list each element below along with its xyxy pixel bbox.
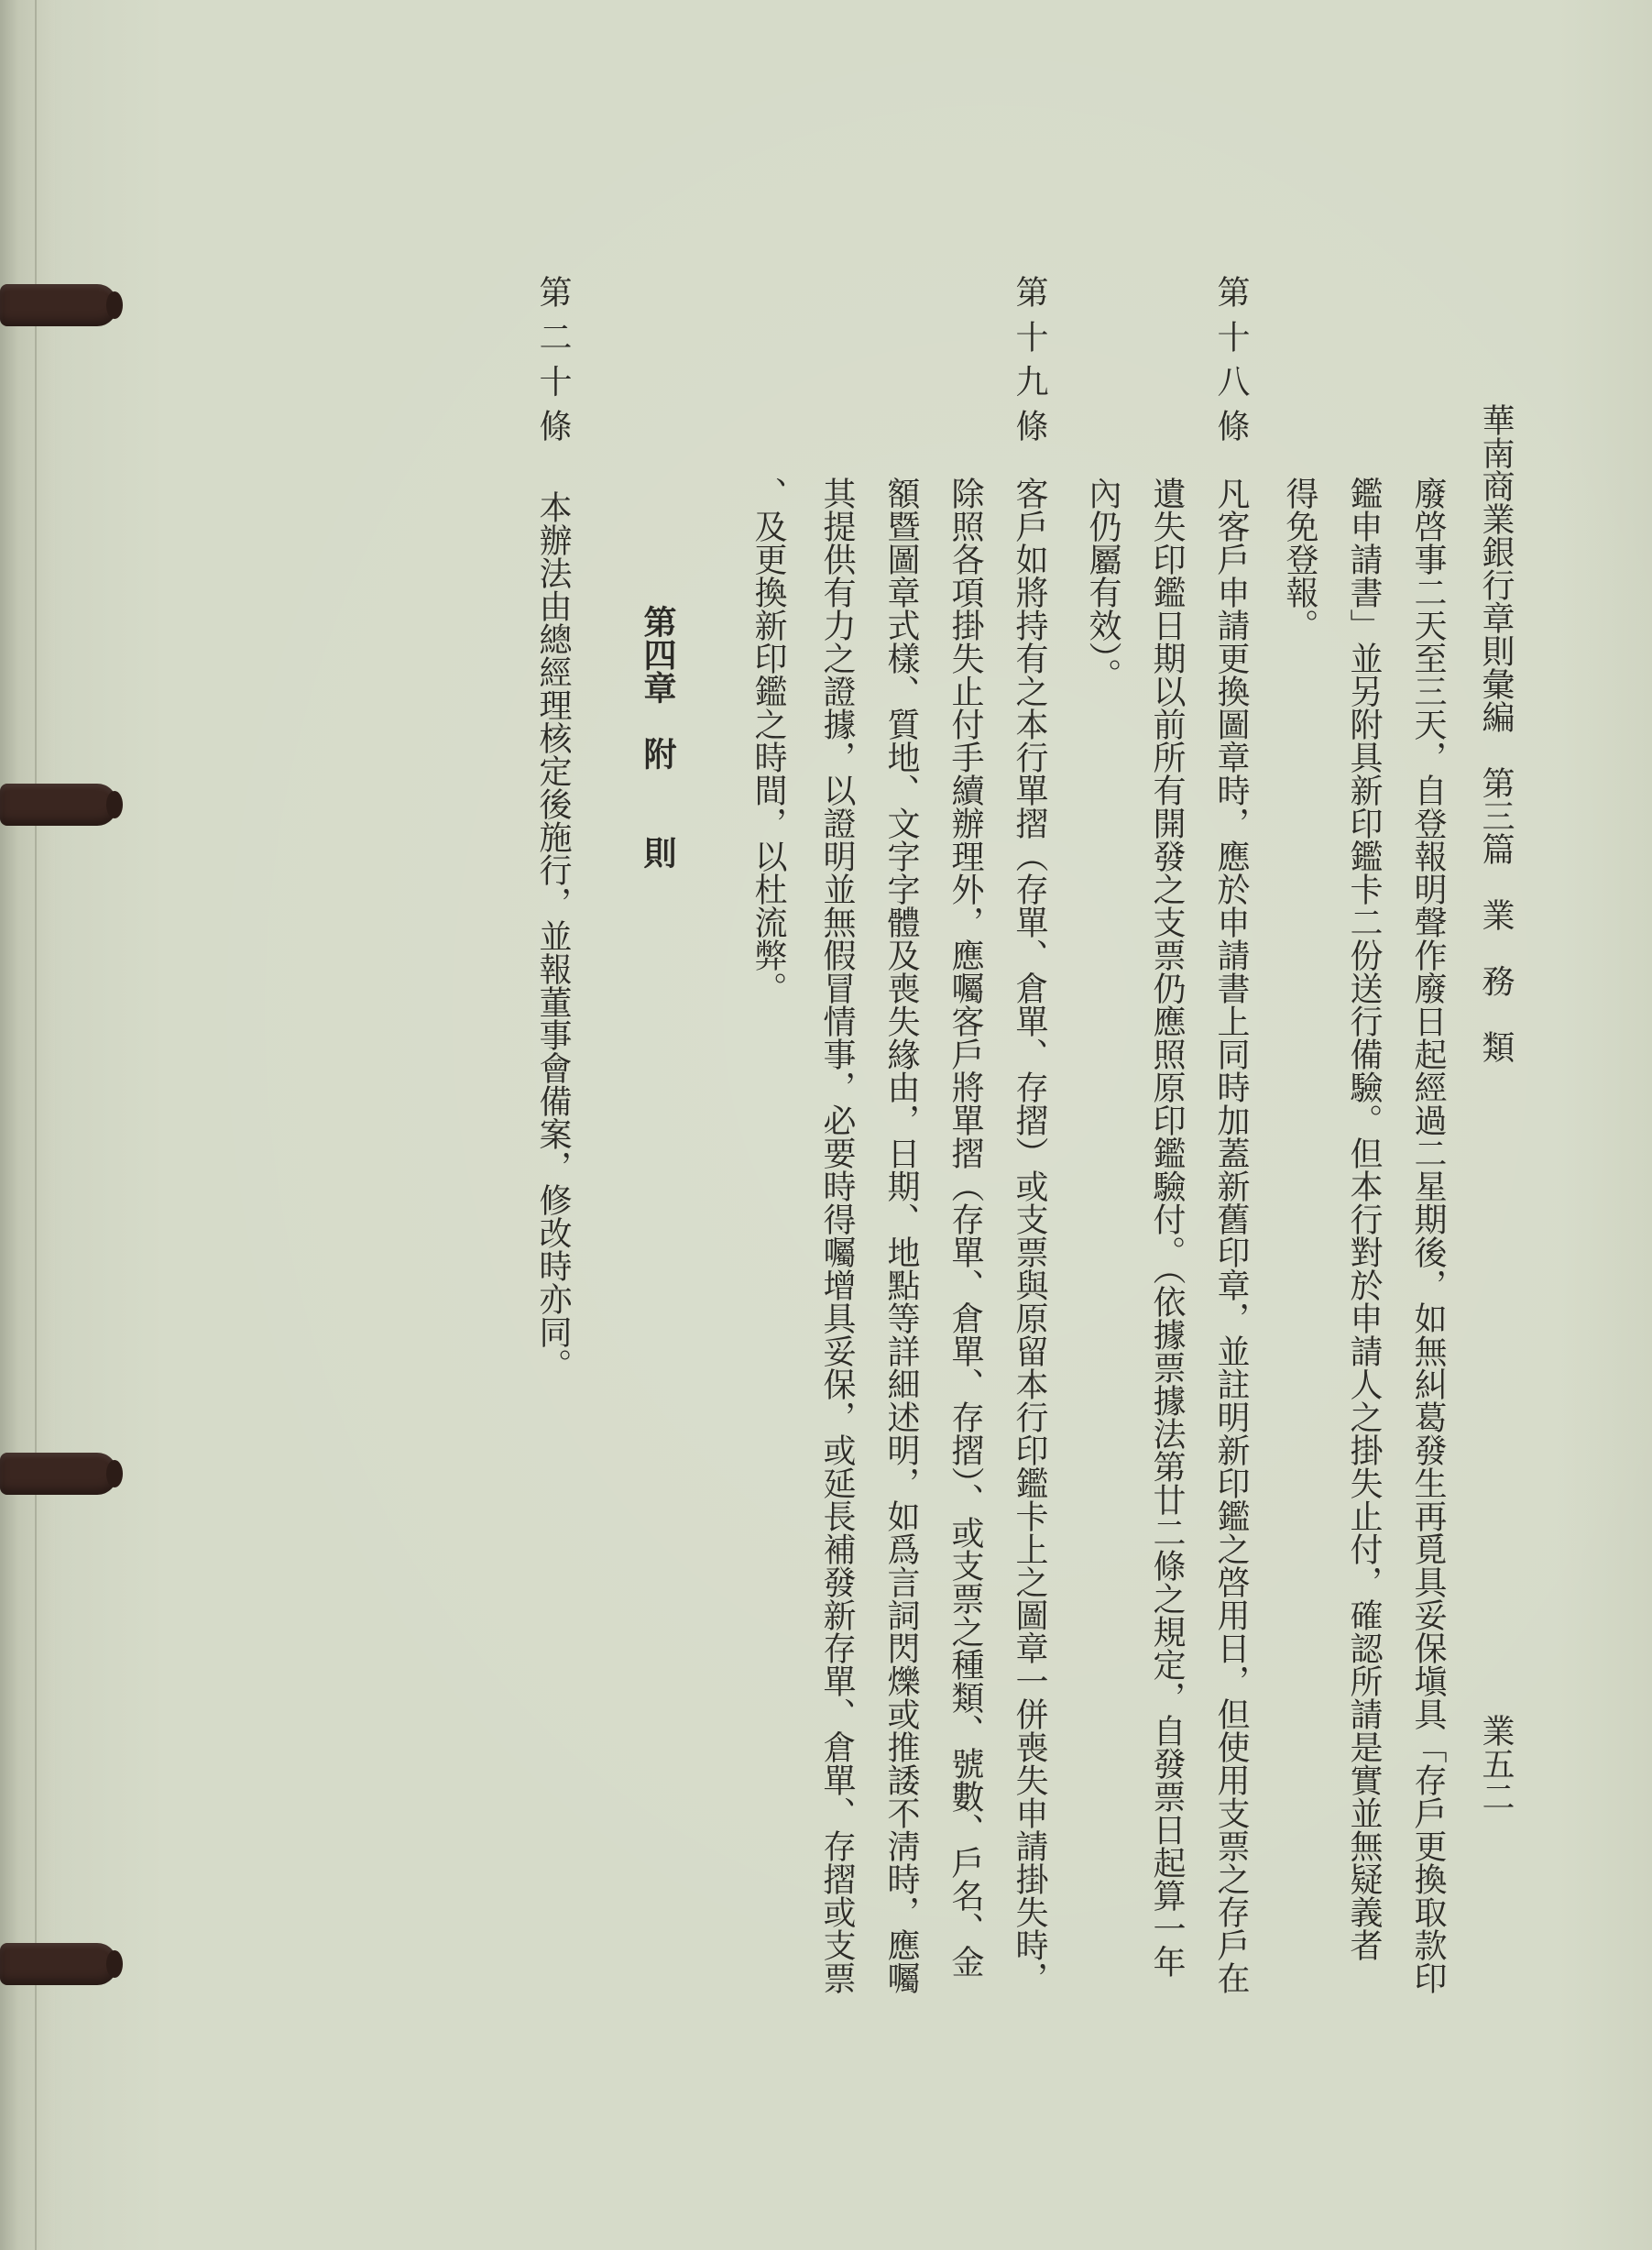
chapter-heading: 第四章 附 則: [639, 605, 677, 869]
article-18-line: 凡客戶申請更換圖章時，應於申請書上同時加蓋新舊印章，並註明新印鑑之啓用日，但使用支票之存戶在: [1212, 477, 1250, 1994]
article-18-heading: 第十八條: [1212, 275, 1250, 454]
continuation-line: 得免登報。: [1281, 477, 1318, 642]
binding-stitch: [0, 784, 117, 826]
article-18-line: 遺失印鑑日期以前所有開發之支票仍應照原印鑑驗付。（依據票據法第廿二條之規定，自發票日起算一年: [1148, 477, 1186, 1978]
binding-stitch: [0, 1943, 117, 1985]
article-19-line: 、及更換新印鑑之時間，以杜流弊。: [749, 477, 787, 1004]
article-20-line: 本辦法由總經理核定後施行，並報董事會備案，修改時亦同。: [534, 490, 572, 1381]
continuation-line: 廢啓事二天至三天，自登報明聲作廢日起經過二星期後，如無糾葛發生再覓具妥保塡具「存戶更換取款印: [1409, 477, 1447, 1994]
binding-stitch: [0, 284, 117, 326]
continuation-line: 鑑申請書」並另附具新印鑑卡二份送行備驗。但本行對於申請人之掛失止付，確認所請是實並無疑義者: [1345, 477, 1383, 1961]
page-number: 業五二: [1477, 1714, 1515, 1813]
article-19-heading: 第十九條: [1011, 275, 1048, 454]
running-head: 華南商業銀行章則彙編 第三篇 業 務 類: [1477, 403, 1515, 1063]
article-19-line: 除照各項掛失止付手續辦理外，應囑客戶將單摺（存單、倉單、存摺）、或支票之種類、號數、戶名、金: [946, 477, 984, 1978]
article-19-line: 其提供有力之證據，以證明並無假冒情事，必要時得囑增具妥保，或延長補發新存單、倉單、存摺或支票: [818, 477, 856, 1994]
article-19-line: 額暨圖章式樣、質地、文字字體及喪失緣由，日期、地點等詳細述明，如爲言詞閃爍或推諉不淸時，應囑: [882, 477, 920, 1994]
article-18-line: 內仍屬有效）。: [1084, 477, 1121, 691]
page-fold: [35, 0, 37, 2250]
article-19-line: 客戶如將持有之本行單摺（存單、倉單、存摺）或支票與原留本行印鑑卡上之圖章一併喪失申請掛失時，: [1011, 477, 1048, 1994]
binding-spine: [0, 0, 55, 2250]
article-20-heading: 第二十條: [534, 275, 572, 454]
binding-stitch: [0, 1453, 117, 1495]
